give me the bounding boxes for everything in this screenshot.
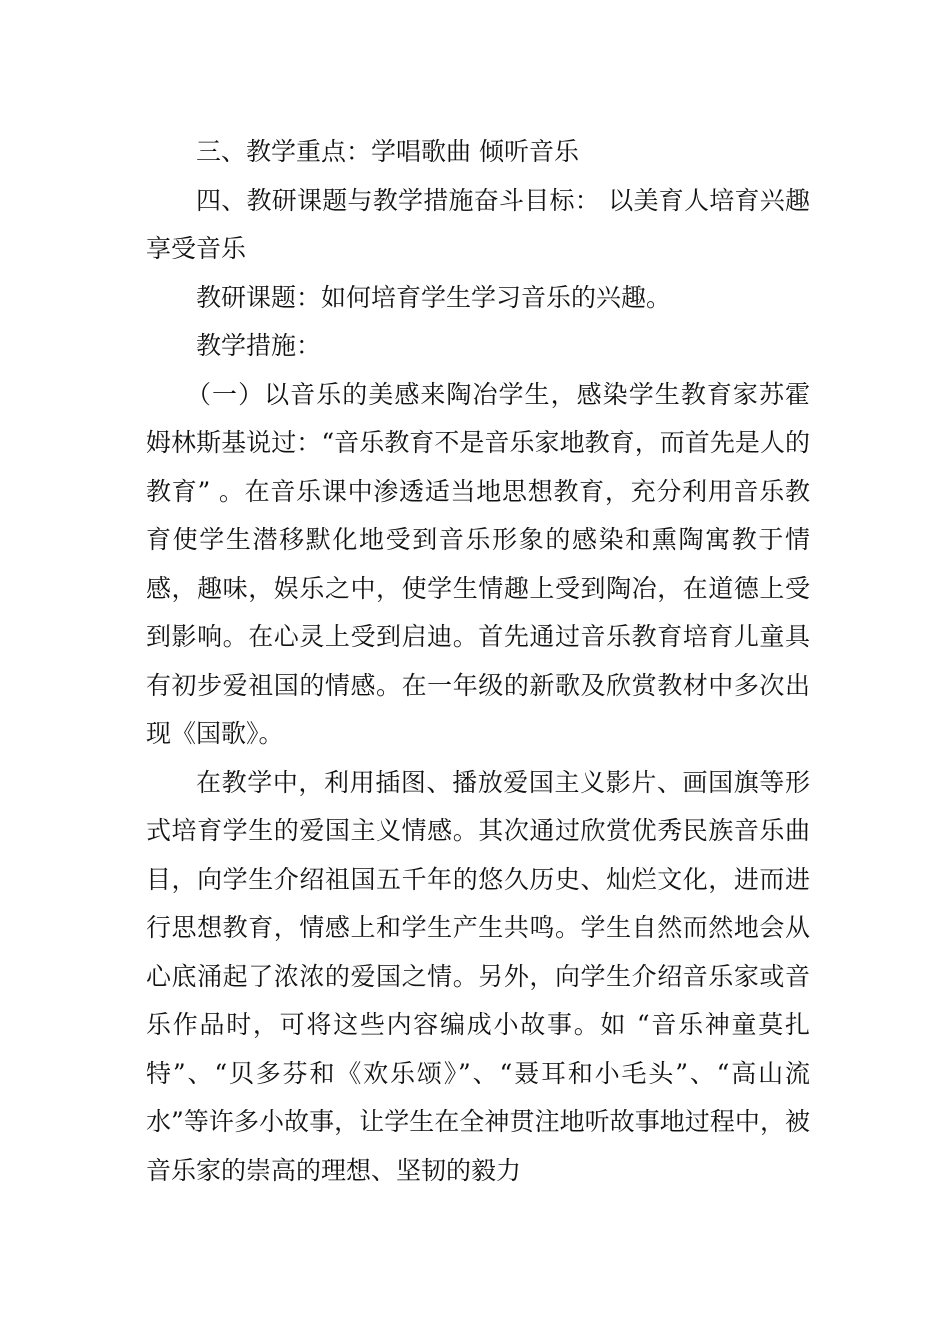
paragraph-teaching-focus: 三、教学重点：学唱歌曲 倾听音乐 xyxy=(196,137,579,166)
paragraph-research-goal: 四、教研课题与教学措施奋斗目标： 以美育人培育兴趣 享受音乐 xyxy=(146,185,810,263)
paragraph-measure-one: （一）以音乐的美感来陶冶学生，感染学生教育家苏霍姆林斯基说过：“音乐教育不是音乐家地教育，而首先是人的教育” 。在音乐课中渗透适当地思想教育，充分利用音乐教育使学生潜移默化地受到音乐形象的感染和熏陶寓教于情感，趣味，娱乐之中，使学生情趣上受到陶冶，在道德上受到影响。在心灵上受到启迪。首先通过音乐教育培育儿童具有初步爱祖国的情感。在一年级的新歌及欣赏教材中多次出现《国歌》。 xyxy=(146,379,810,748)
paragraph-measures-heading: 教学措施： xyxy=(196,331,322,360)
paragraph-research-topic: 教研课题：如何培育学生学习音乐的兴趣。 xyxy=(196,282,672,312)
paragraph-teaching-practice: 在教学中，利用插图、播放爱国主义影片、画国旗等形式培育学生的爱国主义情感。其次通过欣赏优秀民族音乐曲目，向学生介绍祖国五千年的悠久历史、灿烂文化，进而进行思想教育，情感上和学生产生共鸣。学生自然而然地会从心底涌起了浓浓的爱国之情。另外，向学生介绍音乐家或音乐作品时，可将这些内容编成小故事。如 “音乐神童莫扎特”、“贝多芬和《欢乐颂》”、“聂耳和小毛头”、“高山流水”等许多小故事，让学生在全神贯注地听故事地过程中，被音乐家的崇高的理想、坚韧的毅力 xyxy=(146,767,810,1185)
document-body xyxy=(146,128,810,1195)
